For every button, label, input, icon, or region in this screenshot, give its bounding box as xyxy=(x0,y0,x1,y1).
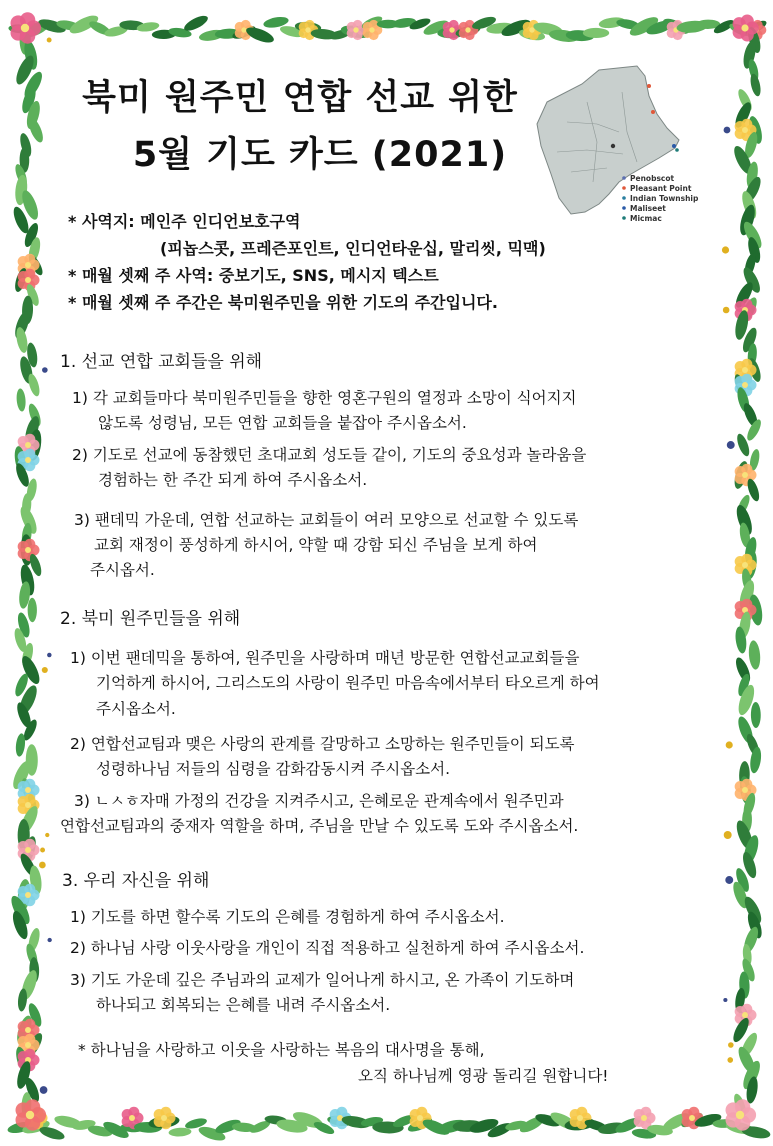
dot-decoration xyxy=(45,833,49,837)
dot-decoration xyxy=(42,667,48,673)
prayer-week-line: * 매월 셋째 주 주간은 북미원주민을 위한 기도의 주간입니다. xyxy=(68,293,498,312)
mission-field-line: * 사역지: 메인주 인디언보호구역 xyxy=(68,212,301,231)
dot-decoration xyxy=(727,441,735,449)
dot-decoration xyxy=(723,307,730,314)
prayer-item-line: 않도록 성령님, 모든 연합 교회들을 붙잡아 주시옵소서. xyxy=(98,414,467,432)
map-marker-penobscot xyxy=(611,144,615,148)
dot-decoration xyxy=(728,1042,734,1048)
dot-decoration xyxy=(42,367,48,373)
prayer-item-line: 경험하는 한 주간 되게 하여 주시옵소서. xyxy=(98,471,368,489)
prayer-item-line: 1) 기도를 하면 할수록 기도의 은혜를 경험하게 하여 주시옵소서. xyxy=(70,908,505,926)
reservation-list-line: (피놉스콧, 프레즌포인트, 인디언타운십, 말리씻, 믹맥) xyxy=(160,239,546,258)
legend-swatch xyxy=(622,186,626,190)
dot-decoration xyxy=(47,938,51,942)
leaf-decoration xyxy=(748,640,762,670)
section-heading: 3. 우리 자신을 위해 xyxy=(62,871,210,891)
dot-decoration xyxy=(47,653,51,657)
map-marker-indian-township xyxy=(651,110,655,114)
dot-decoration xyxy=(722,246,729,253)
prayer-item-line: 3) 기도 가운데 깊은 주님과의 교제가 일어나게 하시고, 온 가족이 기도하며 xyxy=(70,971,575,989)
dot-decoration xyxy=(727,1057,733,1063)
legend-swatch xyxy=(622,216,626,220)
flower-decoration xyxy=(11,12,42,43)
legend-label: Penobscot xyxy=(630,174,675,183)
map-marker-pleasant-point xyxy=(647,84,651,88)
leaf-decoration xyxy=(751,702,761,728)
leaf-decoration xyxy=(16,388,27,412)
dot-decoration xyxy=(47,38,52,43)
prayer-item-line: 기억하게 하시어, 그리스도의 사랑이 원주민 마음속에서부터 타오르게 하여 xyxy=(96,674,600,692)
prayer-item-line: 교회 재정이 풍성하게 하시어, 약할 때 강함 되신 주님을 보게 하여 xyxy=(94,536,538,554)
dot-decoration xyxy=(725,876,733,884)
page-title-line2: 5월 기도 카드 (2021) xyxy=(132,135,508,175)
leaf-decoration xyxy=(749,73,763,97)
section-heading: 2. 북미 원주민들을 위해 xyxy=(60,609,241,629)
dot-decoration xyxy=(724,831,732,839)
flower-decoration xyxy=(726,1099,757,1130)
dot-decoration xyxy=(724,127,731,134)
dot-decoration xyxy=(40,848,45,853)
map-marker-maliseet xyxy=(672,144,676,148)
prayer-item-line: 2) 기도로 선교에 동참했던 초대교회 성도들 같이, 기도의 중요성과 놀라움을 xyxy=(72,446,587,464)
legend-label: Pleasant Point xyxy=(630,184,692,193)
prayer-item-line: 성령하나님 저들의 심령을 감화감동시켜 주시옵소서. xyxy=(96,760,451,778)
legend-label: Maliseet xyxy=(630,204,666,213)
legend-swatch xyxy=(622,196,626,200)
prayer-item-line: 주시옵서. xyxy=(90,561,155,579)
leaf-decoration xyxy=(28,598,37,622)
closing-line2: 오직 하나님께 영광 돌리길 원합니다! xyxy=(358,1067,609,1085)
page-title-line1: 북미 원주민 연합 선교 위한 xyxy=(82,78,518,118)
monthly-ministry-line: * 매월 셋째 주 사역: 중보기도, SNS, 메시지 텍스트 xyxy=(68,266,439,285)
prayer-item-line: 1) 각 교회들마다 북미원주민들을 향한 영혼구원의 열정과 소망이 식어지지 xyxy=(72,389,577,407)
section-heading: 1. 선교 연합 교회들을 위해 xyxy=(60,352,263,372)
legend-swatch xyxy=(622,206,626,210)
prayer-item-line: 주시옵소서. xyxy=(96,700,176,718)
closing-line1: * 하나님을 사랑하고 이웃을 사랑하는 복음의 대사명을 통해, xyxy=(78,1041,485,1059)
prayer-item-line: 하나되고 회복되는 은혜를 내려 주시옵소서. xyxy=(96,996,391,1014)
dot-decoration xyxy=(726,741,733,748)
dot-decoration xyxy=(40,1086,48,1094)
prayer-item-line: 2) 하나님 사랑 이웃사랑을 개인이 직접 적용하고 실천하게 하여 주시옵소서. xyxy=(70,939,585,957)
prayer-item-line: 3) ㄴㅅㅎ자매 가정의 건강을 지켜주시고, 은혜로운 관계속에서 원주민과 xyxy=(74,792,564,810)
prayer-item-line: 1) 이번 팬데믹을 통하여, 원주민을 사랑하며 매년 방문한 연합선교교회들을 xyxy=(70,649,580,667)
legend-label: Micmac xyxy=(630,214,662,222)
prayer-item-line: 3) 팬데믹 가운데, 연합 선교하는 교회들이 여러 모양으로 선교할 수 있도록 xyxy=(74,511,579,529)
leaf-decoration xyxy=(583,28,609,38)
map-marker-micmac xyxy=(675,148,679,152)
dot-decoration xyxy=(39,862,46,869)
leaf-decoration xyxy=(168,1127,191,1137)
legend-swatch xyxy=(622,176,626,180)
legend-label: Indian Township xyxy=(630,194,699,203)
prayer-item-line: 연합선교팀과의 중재자 역할을 하며, 주님을 만날 수 있도록 도와 주시옵소서. xyxy=(60,817,579,835)
prayer-item-line: 2) 연합선교팀과 맺은 사랑의 관계를 갈망하고 소망하는 원주민들이 되도록 xyxy=(70,735,575,753)
dot-decoration xyxy=(723,998,727,1002)
